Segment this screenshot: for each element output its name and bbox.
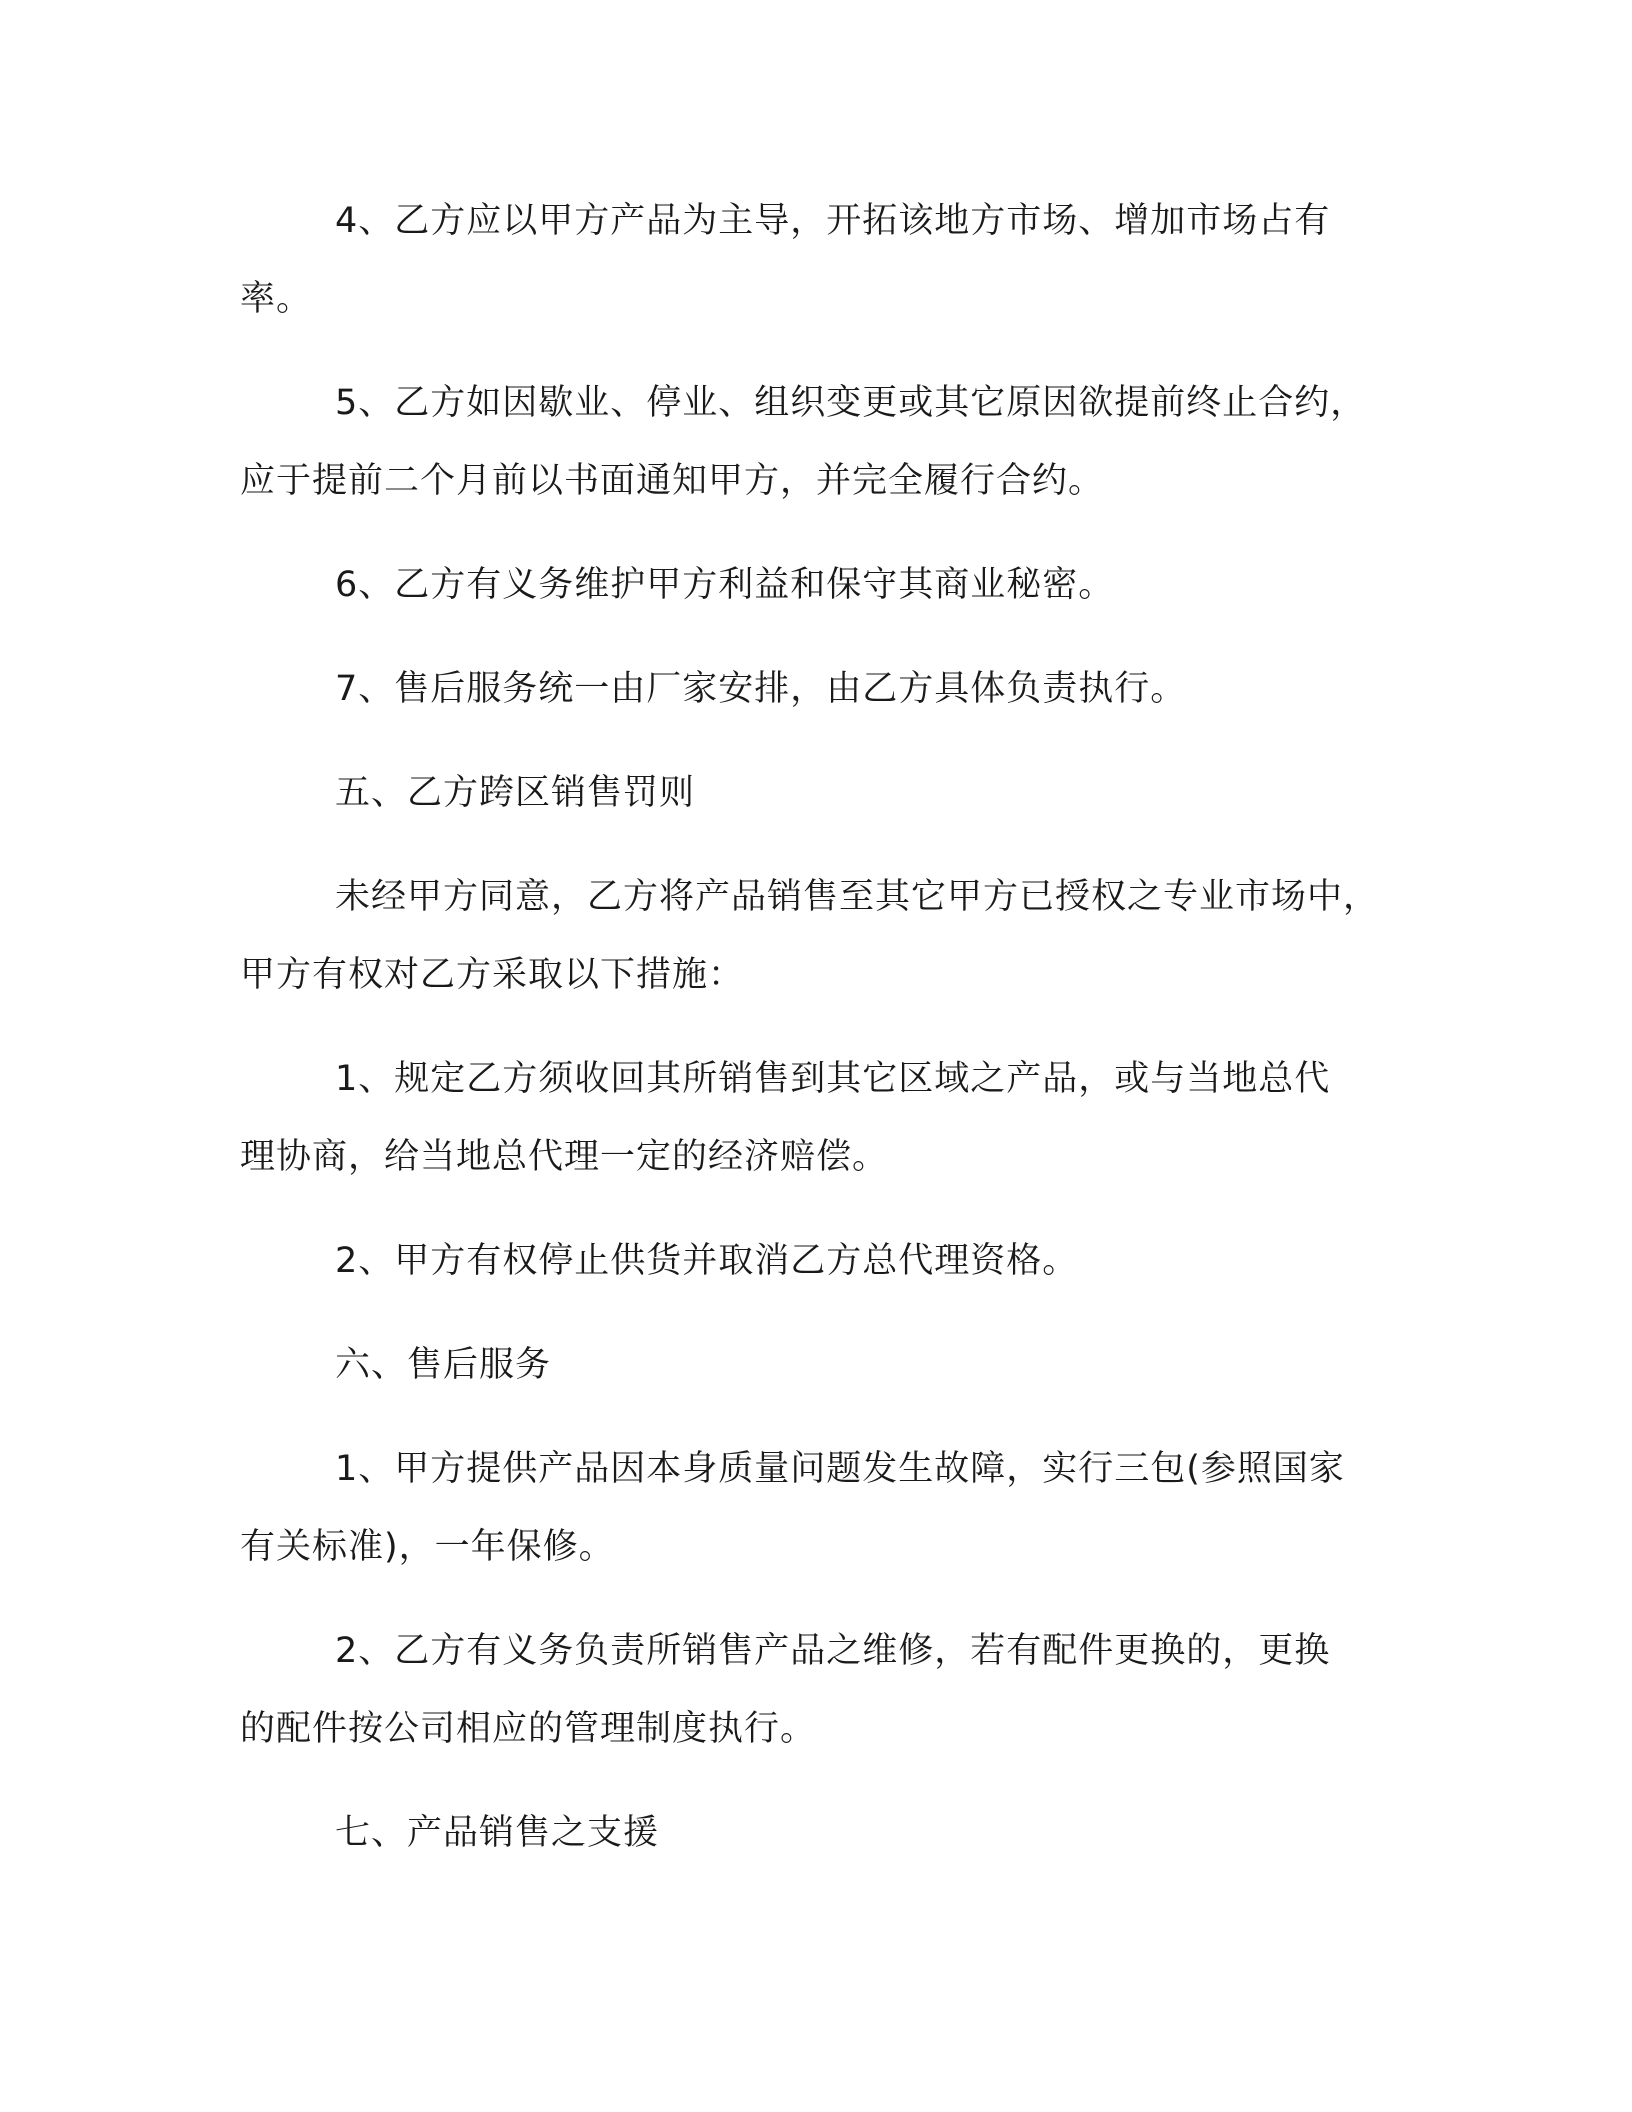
paragraph-clause-4 xyxy=(240,182,1416,338)
paragraph-line: 应于提前二个月前以书面通知甲方，并完全履行合约。 xyxy=(240,461,1105,501)
paragraph-line: 1、规定乙方须收回其所销售到其它区域之产品，或与当地总代 xyxy=(335,1059,1331,1099)
document-page xyxy=(240,182,1416,1872)
paragraph-clause-5 xyxy=(240,364,1416,520)
paragraph-line: 2、乙方有义务负责所销售产品之维修，若有配件更换的，更换 xyxy=(335,1631,1331,1671)
heading-text: 五、乙方跨区销售罚则 xyxy=(335,773,696,813)
paragraph-line: 率。 xyxy=(240,279,313,319)
heading-text: 六、售后服务 xyxy=(335,1345,552,1385)
paragraph-line: 5、乙方如因歇业、停业、组织变更或其它原因欲提前终止合约， xyxy=(335,383,1367,423)
paragraph-line: 有关标准)，一年保修。 xyxy=(240,1527,615,1567)
paragraph-line: 未经甲方同意，乙方将产品销售至其它甲方已授权之专业市场中， xyxy=(335,877,1380,917)
paragraph-line: 7、售后服务统一由厂家安排，由乙方具体负责执行。 xyxy=(335,669,1187,709)
paragraph-clause-6 xyxy=(240,546,1416,624)
paragraph-line: 的配件按公司相应的管理制度执行。 xyxy=(240,1709,817,1749)
section-heading-6 xyxy=(240,1326,1416,1404)
paragraph-cross-region-intro xyxy=(240,858,1416,1014)
paragraph-line: 甲方有权对乙方采取以下措施： xyxy=(240,955,745,995)
paragraph-line: 6、乙方有义务维护甲方利益和保守其商业秘密。 xyxy=(335,565,1115,605)
section-heading-7 xyxy=(240,1794,1416,1872)
heading-text: 七、产品销售之支援 xyxy=(335,1813,660,1853)
paragraph-line: 理协商，给当地总代理一定的经济赔偿。 xyxy=(240,1137,889,1177)
paragraph-service-1 xyxy=(240,1430,1416,1586)
paragraph-line: 4、乙方应以甲方产品为主导，开拓该地方市场、增加市场占有 xyxy=(335,201,1331,241)
paragraph-clause-7 xyxy=(240,650,1416,728)
paragraph-line: 2、甲方有权停止供货并取消乙方总代理资格。 xyxy=(335,1241,1079,1281)
paragraph-measure-1 xyxy=(240,1040,1416,1196)
section-heading-5 xyxy=(240,754,1416,832)
paragraph-service-2 xyxy=(240,1612,1416,1768)
paragraph-line: 1、甲方提供产品因本身质量问题发生故障，实行三包(参照国家 xyxy=(335,1449,1345,1489)
paragraph-measure-2 xyxy=(240,1222,1416,1300)
